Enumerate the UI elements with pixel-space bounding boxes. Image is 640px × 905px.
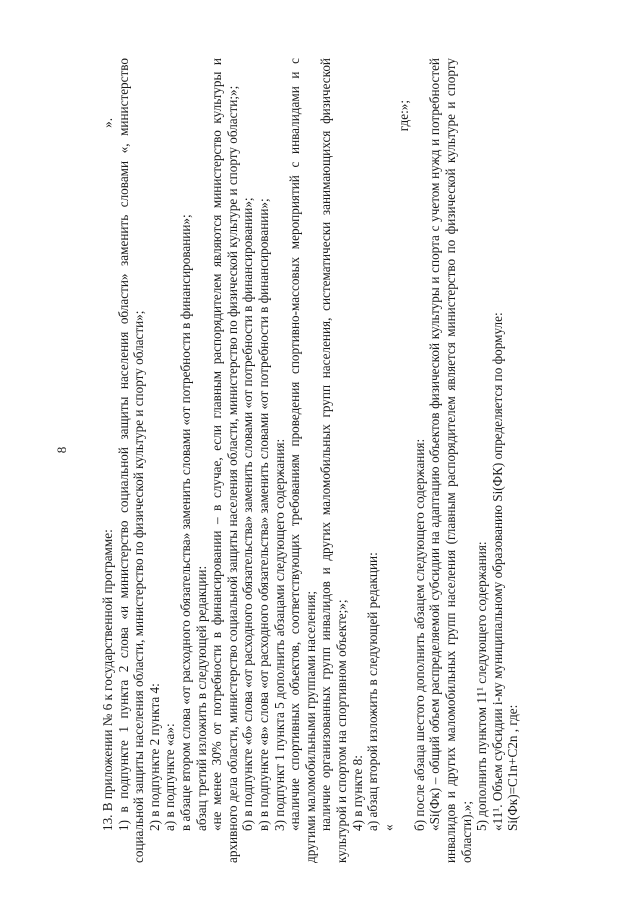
closing-quote: ». (100, 118, 115, 128)
paragraph: «11¹. Объем субсидии i-му муниципальному образованию Si(ФК) определяется по формуле: (489, 312, 505, 831)
section-heading: 13. В приложении № 6 к государственной программе: (100, 529, 115, 831)
paragraph: «наличие спортивных объектов, соответствующих требованиям проведения спортивно-массовых мероприятий с инвалидами и с другими маломобильными группами населения; (287, 58, 318, 863)
paragraph: 5) дополнить пунктом 11¹ следующего содержания: (474, 541, 490, 831)
paragraph: 4) в пункте 8: (349, 755, 365, 831)
paragraph: наличие организованных групп инвалидов и других маломобильных групп населения, систематически занимающихся физической культурой и спортом на спортивном объекте;»; (318, 58, 349, 863)
paragraph: в) в подпункте «в» слова «от расходного обязательства» заменить словами «от потребности в финансировании»; (255, 198, 271, 831)
page-number: 8 (54, 446, 69, 454)
paragraph: абзац третий изложить в следующей редакции: (193, 565, 209, 831)
paragraph: а) абзац второй изложить в следующей редакции: (365, 552, 381, 831)
paragraph: «не менее 30% от потребности в финансировании – в случае, если главным распорядителем являются министерство культуры и архивного дела области, министерство социальной защиты населения области, министерство по физической культуре и спорту области;»; (209, 58, 240, 863)
paragraph: 2) в подпункте 2 пункта 4: (146, 683, 162, 831)
paragraph: «Si(Фк) – общий объем распределяемой субсидии на адаптацию объектов физической культуры и спорта с учетом нужд и потребностей инвалидов и других маломобильных групп населения (главным распорядителем является министерство по физической культуре и спорту области).»; (427, 58, 474, 863)
paragraph: в абзаце втором слова «от расходного обязательства» заменить словами «от потребности в финансировании»; (177, 214, 193, 831)
paragraph: б) после абзаца шестого дополнить абзацем следующего содержания: (411, 438, 427, 831)
paragraph: 1) в подпункте 1 пункта 2 слова «и министерство социальной защиты населения области» заменить словами «, министерство социальной защиты населения области, министерство по физической культуре и спорту области»; (115, 58, 147, 863)
document-body (100, 58, 521, 863)
formula-where: где:»; (396, 100, 412, 132)
paragraph: б) в подпункте «б» слова «от расходного обязательства» заменить словами «от потребности в финансировании»; (240, 197, 256, 831)
formula-open-quote: « (380, 824, 396, 831)
formula-line: Si(Фк)=C1n+C2n , где: (505, 704, 521, 831)
paragraph: 3) подпункт 1 пункта 5 дополнить абзацами следующего содержания: (271, 438, 287, 831)
paragraph: а) в подпункте «а»: (162, 723, 178, 831)
